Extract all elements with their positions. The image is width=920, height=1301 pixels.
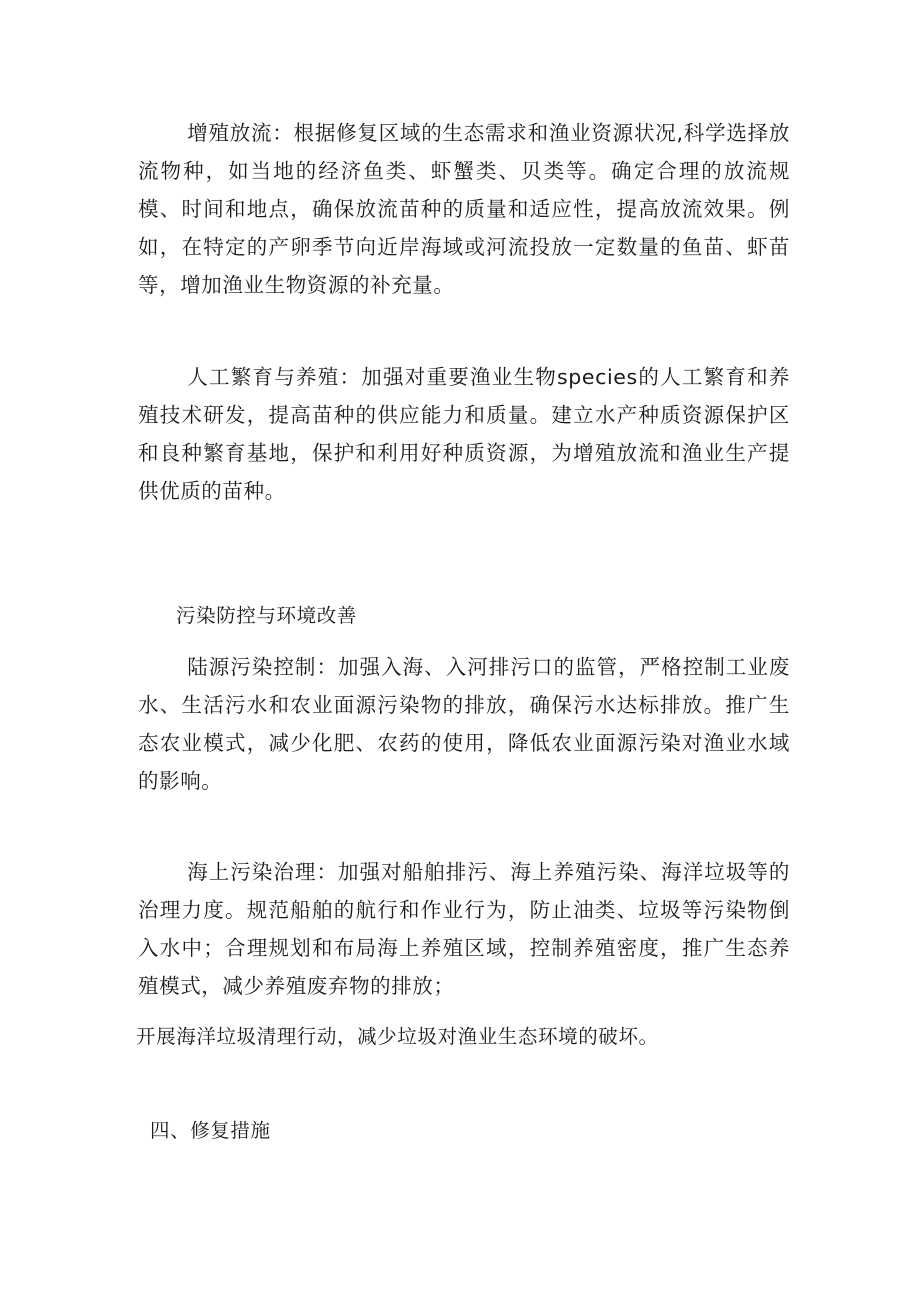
paragraph-sea-pollution: 海上污染治理：加强对船舶排污、海上养殖污染、海洋垃圾等的治理力度。规范船舶的航行和作业行为，防止油类、垃圾等污染物倒入水中；合理规划和布局海上养殖区域，控制养殖密度，推广生态养殖模式，减少养殖废弃物的排放； [138,860,790,998]
paragraph-sea-pollution-continued: 开展海洋垃圾清理行动，减少垃圾对渔业生态环境的破坏。 [136,1025,659,1048]
paragraph-land-pollution: 陆源污染控制：加强入海、入河排污口的监管，严格控制工业废水、生活污水和农业面源污染物的排放，确保污水达标排放。推广生态农业模式，减少化肥、农药的使用，降低农业面源污染对渔业水域的影响。 [138,655,790,793]
paragraph-stocking: 增殖放流：根据修复区域的生态需求和渔业资源状况,科学选择放流物种，如当地的经济鱼类、虾蟹类、贝类等。确定合理的放流规模、时间和地点，确保放流苗种的质量和适应性，提高放流效果。例如，在特定的产卵季节向近岸海域或河流投放一定数量的鱼苗、虾苗等，增加渔业生物资源的补充量。 [138,121,790,297]
paragraph-breeding: 人工繁育与养殖：加强对重要渔业生物species的人工繁育和养殖技术研发，提高苗种的供应能力和质量。建立水产种质资源保护区和良种繁育基地，保护和利用好种质资源，为增殖放流和渔业生产提供优质的苗种。 [138,365,790,503]
section-heading: 四、修复措施 [150,1119,271,1142]
subheading-pollution-control: 污染防控与环境改善 [176,604,357,627]
